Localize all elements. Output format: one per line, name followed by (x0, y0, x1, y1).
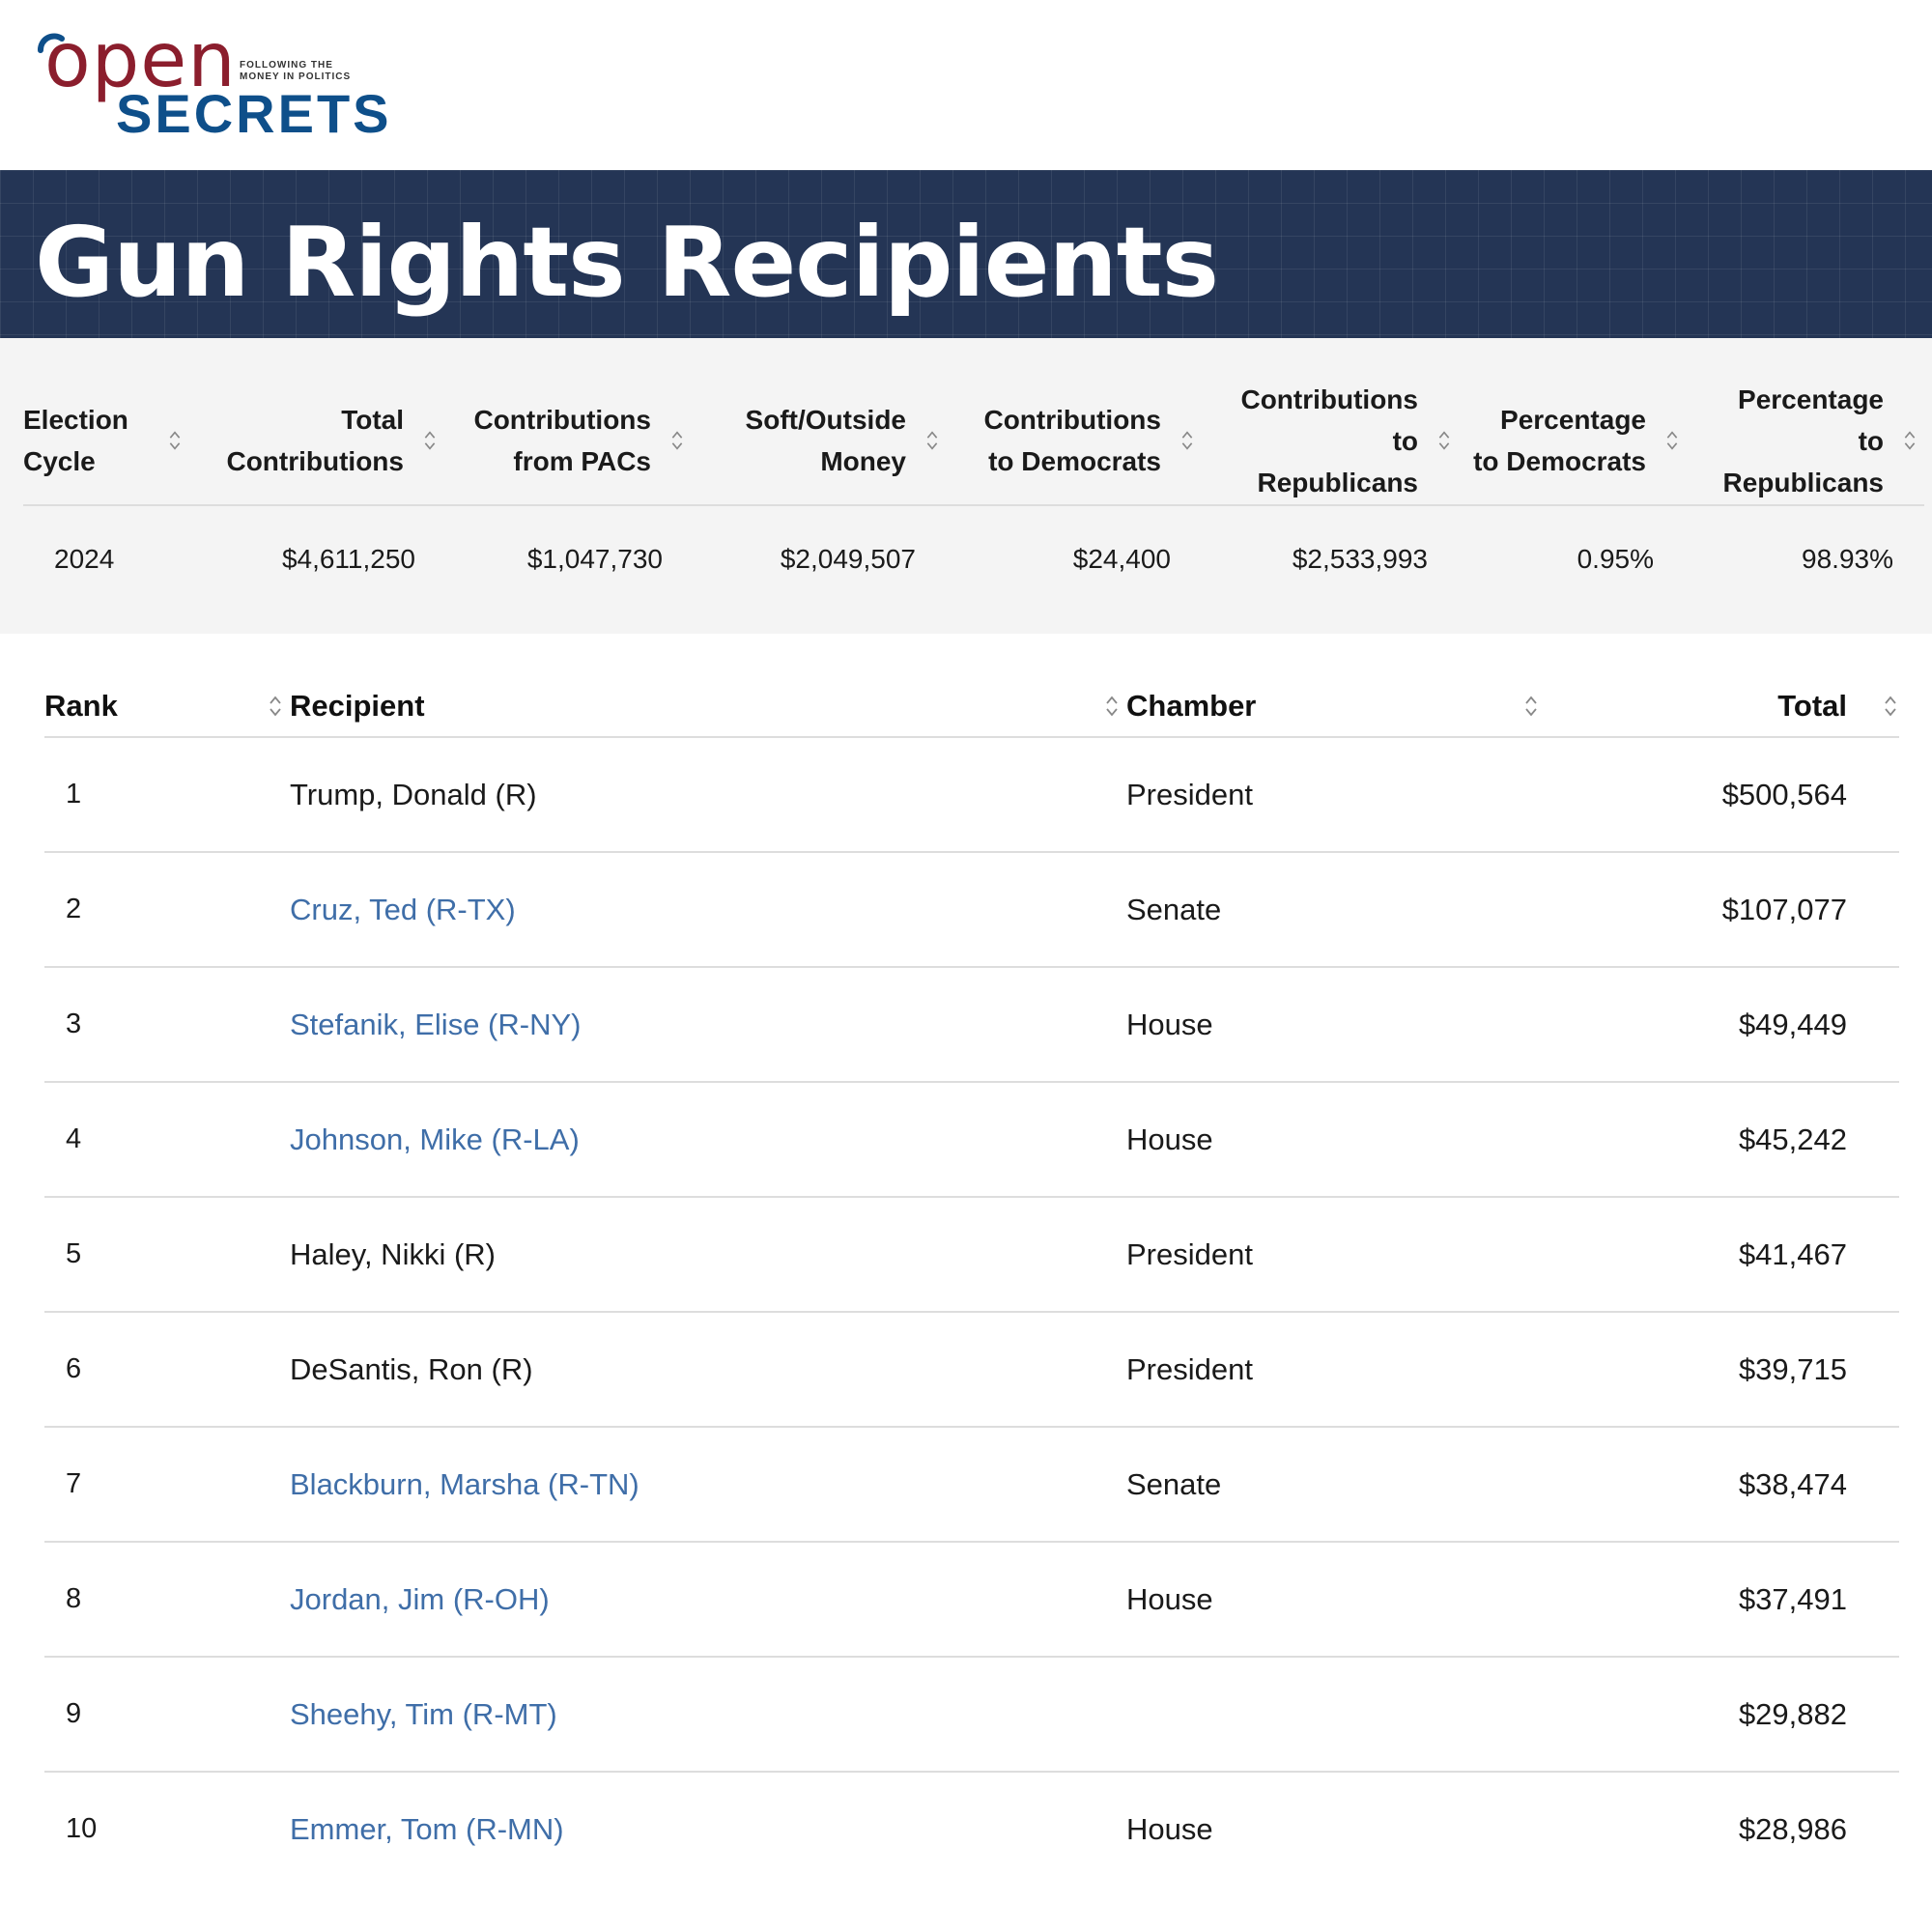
table-row (44, 1658, 1899, 1773)
chamber-cell: House (1126, 1811, 1213, 1846)
chamber-cell: Senate (1126, 1466, 1222, 1501)
rank-cell: 6 (66, 1353, 82, 1384)
summary-cell-contributions-to-republicans: $2,533,993 (1292, 544, 1428, 574)
title-banner (0, 170, 1932, 338)
summary-table (23, 377, 1924, 612)
recipients-table (44, 676, 1899, 1886)
table-row (44, 1773, 1899, 1886)
column-header-label: Recipient (290, 689, 425, 723)
total-cell: $49,449 (1738, 1007, 1847, 1041)
total-cell: $41,467 (1738, 1236, 1847, 1271)
summary-header-soft-outside-money[interactable] (686, 377, 941, 504)
summary-header-contributions-from-pacs[interactable] (439, 377, 686, 504)
chamber-cell: House (1126, 1122, 1213, 1156)
table-row (44, 1543, 1899, 1658)
summary-header-percentage-to-republicans[interactable] (1681, 377, 1918, 504)
summary-header-total-contributions[interactable] (184, 377, 439, 504)
total-cell: $45,242 (1738, 1122, 1847, 1156)
total-cell: $39,715 (1738, 1351, 1847, 1386)
total-cell: $29,882 (1738, 1696, 1847, 1731)
column-header-total[interactable] (1540, 689, 1899, 724)
table-row (44, 1083, 1899, 1198)
sort-icon (1663, 428, 1681, 453)
table-row (44, 968, 1899, 1083)
table-row (44, 1198, 1899, 1313)
rank-cell: 7 (66, 1468, 82, 1499)
chamber-cell: President (1126, 1351, 1253, 1386)
rank-cell: 1 (66, 779, 82, 810)
summary-cell-percentage-to-democrats: 0.95% (1577, 544, 1654, 574)
total-cell: $38,474 (1738, 1466, 1847, 1501)
summary-header-label: Percentage to Democrats (1473, 405, 1646, 476)
recipient-link[interactable]: Emmer, Tom (R-MN) (290, 1811, 564, 1846)
chamber-cell: House (1126, 1581, 1213, 1616)
sort-icon (1179, 428, 1196, 453)
sort-icon (166, 428, 184, 453)
summary-cell-contributions-to-democrats: $24,400 (1072, 544, 1171, 574)
column-header-label: Total (1777, 689, 1847, 723)
chamber-cell: President (1126, 777, 1253, 811)
recipient-cell: Haley, Nikki (R) (290, 1236, 496, 1271)
summary-header-label: Contributions from PACs (473, 405, 651, 476)
summary-header-label: Contributions to Democrats (983, 405, 1161, 476)
logo-open-text: open (44, 17, 237, 104)
column-header-rank[interactable] (44, 689, 284, 724)
summary-header-row (23, 377, 1924, 506)
sort-icon (1882, 693, 1899, 720)
total-cell: $37,491 (1738, 1581, 1847, 1616)
rank-cell: 10 (66, 1813, 98, 1844)
summary-cell-percentage-to-republicans: 98.93% (1802, 544, 1893, 574)
table-row (44, 738, 1899, 853)
sort-icon (1522, 693, 1540, 720)
recipient-link[interactable]: Stefanik, Elise (R-NY) (290, 1007, 582, 1041)
sort-icon (421, 428, 439, 453)
summary-header-label: Election Cycle (23, 405, 128, 476)
recipients-header-row (44, 676, 1899, 738)
summary-cell-soft-outside-money: $2,049,507 (780, 544, 916, 574)
summary-header-label: Soft/Outside Money (745, 405, 906, 476)
rank-cell: 2 (66, 894, 82, 924)
recipient-link[interactable]: Blackburn, Marsha (R-TN) (290, 1466, 639, 1501)
rank-cell: 3 (66, 1009, 82, 1039)
chamber-cell: President (1126, 1236, 1253, 1271)
page-title: Gun Rights Recipients (35, 206, 1219, 319)
chamber-cell: House (1126, 1007, 1213, 1041)
summary-header-percentage-to-democrats[interactable] (1453, 377, 1681, 504)
table-row (44, 853, 1899, 968)
logo-tagline (240, 60, 375, 83)
summary-header-contributions-to-republicans[interactable] (1196, 377, 1453, 504)
table-row (44, 1313, 1899, 1428)
summary-cell-contributions-from-pacs: $1,047,730 (526, 544, 663, 574)
total-cell: $500,564 (1721, 777, 1847, 811)
rank-cell: 8 (66, 1583, 82, 1614)
summary-cell-total-contributions: $4,611,250 (281, 544, 415, 574)
logo-tagline-line-1: FOLLOWING THE (240, 60, 333, 71)
column-header-recipient[interactable] (284, 689, 1121, 724)
rank-cell: 4 (66, 1123, 82, 1154)
summary-data-row (23, 506, 1924, 612)
sort-icon (1435, 428, 1453, 453)
total-cell: $107,077 (1721, 892, 1847, 926)
column-header-label: Chamber (1126, 689, 1257, 723)
summary-header-election-cycle[interactable] (23, 377, 184, 504)
recipient-cell: Trump, Donald (R) (290, 777, 537, 811)
chamber-cell: Senate (1126, 892, 1222, 926)
rank-cell: 5 (66, 1238, 82, 1269)
summary-header-label: Total Contributions (226, 405, 404, 476)
column-header-chamber[interactable] (1121, 689, 1540, 724)
sort-icon (267, 693, 284, 720)
recipient-cell: DeSantis, Ron (R) (290, 1351, 533, 1386)
recipient-link[interactable]: Cruz, Ted (R-TX) (290, 892, 516, 926)
summary-section (0, 338, 1932, 634)
sort-icon (668, 428, 686, 453)
total-cell: $28,986 (1738, 1811, 1847, 1846)
summary-cell-election-cycle: 2024 (54, 544, 115, 574)
summary-header-label: Contributions to Republicans (1240, 384, 1418, 497)
summary-header-label: Percentage to Republicans (1722, 384, 1884, 497)
table-row (44, 1428, 1899, 1543)
sort-icon (923, 428, 941, 453)
logo-secrets-text: SECRETS (116, 83, 392, 144)
summary-header-contributions-to-democrats[interactable] (941, 377, 1196, 504)
recipient-link[interactable]: Jordan, Jim (R-OH) (290, 1581, 550, 1616)
sort-icon (1103, 693, 1121, 720)
sort-icon (1901, 428, 1918, 453)
opensecrets-logo[interactable] (37, 17, 392, 145)
recipient-link[interactable]: Johnson, Mike (R-LA) (290, 1122, 580, 1156)
recipient-link[interactable]: Sheehy, Tim (R-MT) (290, 1696, 557, 1731)
column-header-label: Rank (44, 689, 118, 723)
logo-tagline-line-2: MONEY IN POLITICS (240, 71, 352, 82)
rank-cell: 9 (66, 1698, 82, 1729)
